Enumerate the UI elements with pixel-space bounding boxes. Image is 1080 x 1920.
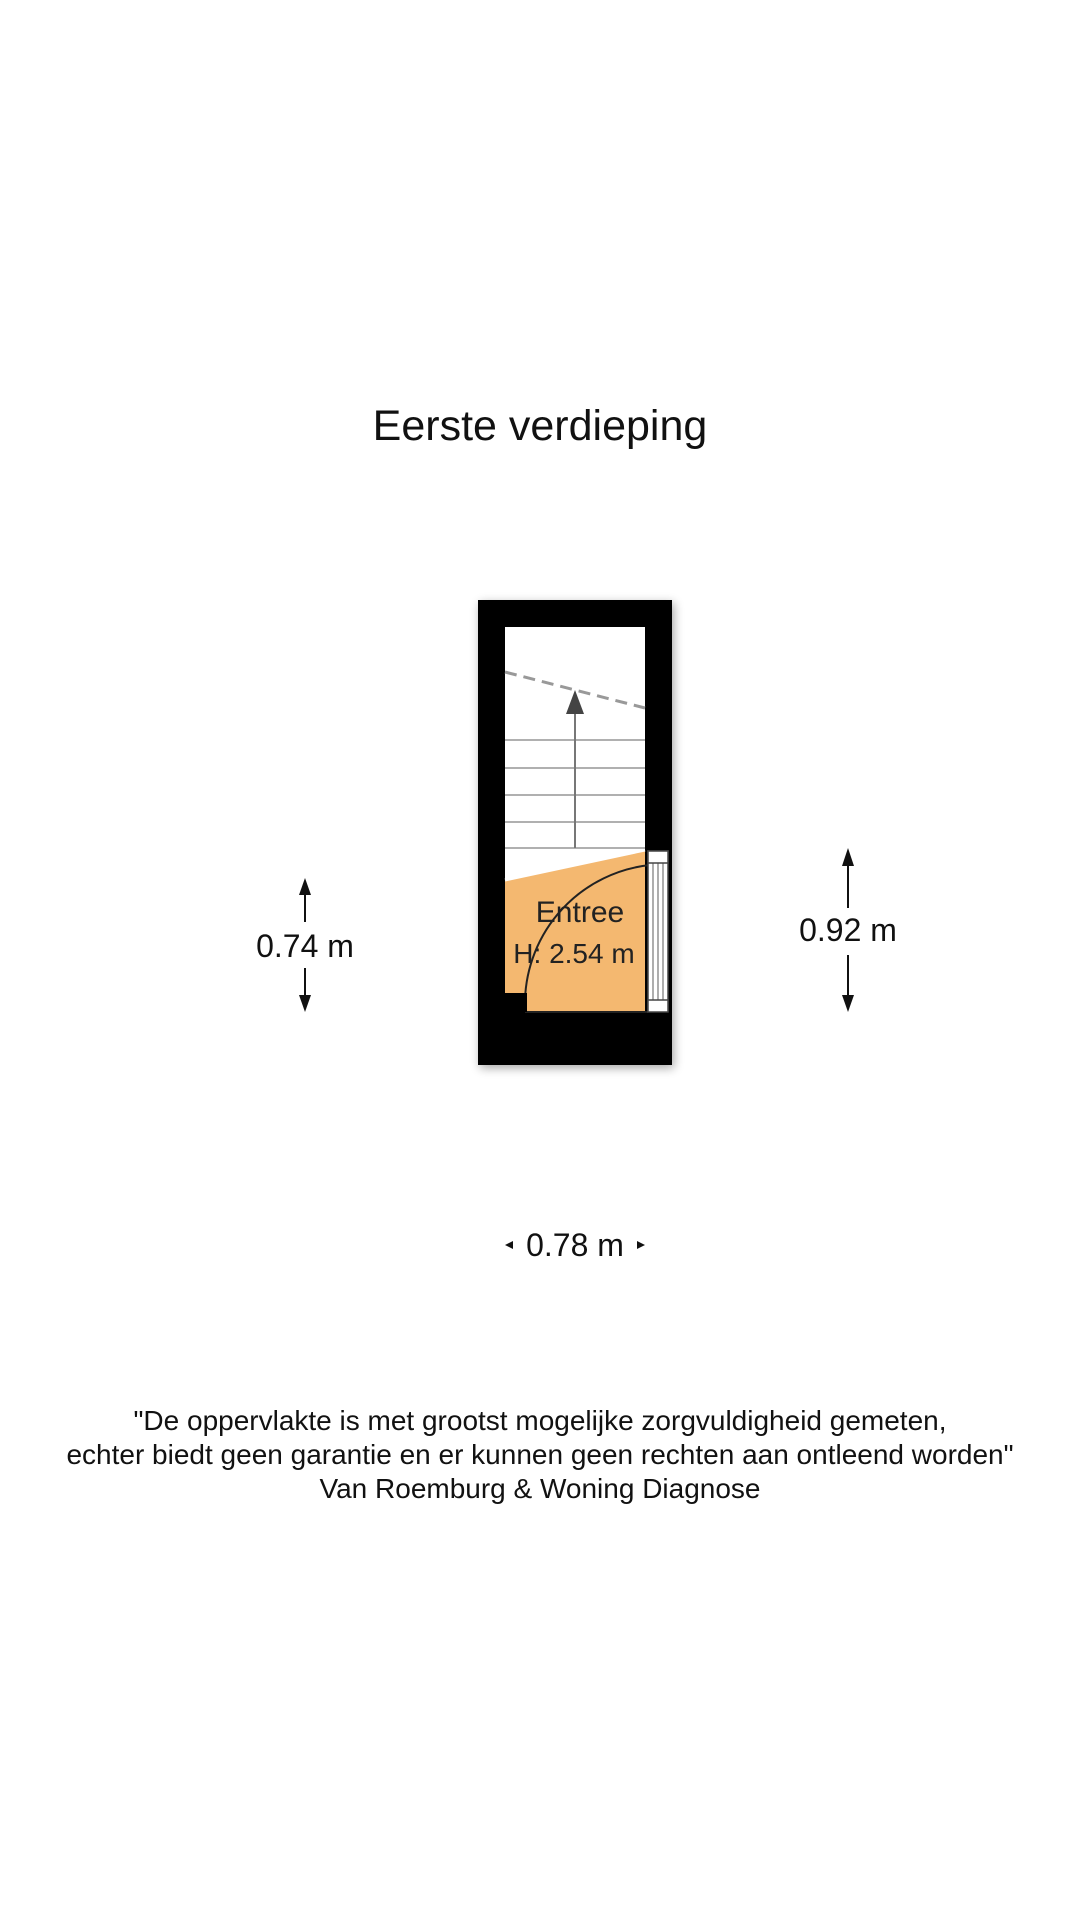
disclaimer-line-2: echter biedt geen garantie en er kunnen geen rechten aan ontleend worden" bbox=[66, 1439, 1014, 1470]
disclaimer-line-1: "De oppervlakte is met grootst mogelijke zorgvuldigheid gemeten, bbox=[133, 1405, 947, 1436]
window-right bbox=[648, 851, 668, 1012]
dimension-bottom-label: 0.78 m bbox=[526, 1227, 624, 1263]
dimension-left bbox=[256, 878, 354, 1012]
room-name: Entree bbox=[535, 896, 625, 929]
disclaimer-company: Van Roemburg & Woning Diagnose bbox=[319, 1473, 761, 1504]
corner-post bbox=[505, 993, 527, 1012]
dimension-right-label: 0.92 m bbox=[799, 912, 897, 948]
dimension-right bbox=[799, 848, 897, 1012]
disclaimer bbox=[0, 1404, 1080, 1506]
floor-title: Eerste verdieping bbox=[372, 402, 708, 450]
dimension-left-label: 0.74 m bbox=[256, 928, 354, 964]
room-height: H: 2.54 m bbox=[513, 938, 635, 969]
dimension-bottom bbox=[505, 1227, 645, 1263]
